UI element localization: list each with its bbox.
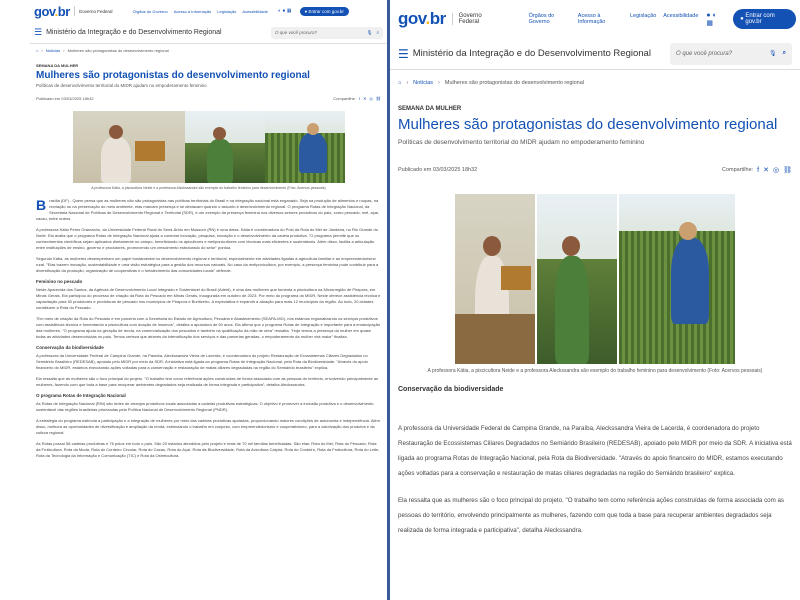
divider <box>452 13 453 25</box>
site-header <box>390 38 800 70</box>
paragraph: As Rotas de Integração Nacional (RIN) são redes de arranjos produtivos locais associadas a cadeias produtivas estratégicas. O objetivo é promover a inclusão produtiva e o desenvolvimento sustentável das regiões brasileiras priorizadas pela Política Nacional de Desenvolvimento Regional (PNDR). <box>36 401 374 412</box>
photo-neide <box>537 194 617 364</box>
article-kicker: SEMANA DA MULHER <box>36 63 79 68</box>
photo-caption: A professora Kátia, a piscicultora Neide e a professora Aleckssandra são exemplo do trabalho feminino para desenvolvimento (Foto: Acervos pessoais) <box>427 368 763 374</box>
gov-label: Governo Federal <box>78 8 113 14</box>
gov-logo[interactable]: gov.br <box>398 9 446 28</box>
gov-logo[interactable]: gov.br <box>34 3 70 19</box>
section-heading: Conservação da biodiversidade <box>398 386 504 393</box>
article-photo <box>398 194 792 364</box>
search-icon[interactable]: ⌕ <box>376 30 379 35</box>
breadcrumb-current: Mulheres são protagonistas do desenvolvimento regional <box>444 80 585 86</box>
twitter-icon[interactable]: ✕ <box>763 167 769 174</box>
menu-icon[interactable]: ☰ <box>34 27 43 37</box>
paragraph: "Em meio de criação da Rota do Pescado e em parceria com a Secretaria do Estado de Agricultura, Pecuária e Abastecimento (SEAPA-MG), nós estamos regionalizando os serviços produtivos com assistência técnica e fomentando a piscicultura com doação de insumos", detalha a apoiadora de 50 anos. Ela afirma que o programa Rotas de Integração é importante para a emancipação das mulheres. "O programa ajuda na geração de renda, na comercialização dos pescados e também na qualificação da mão de obra" ressalta. "Hoje temos a presença da mulher em quase todas as atividades desenvolvidas no país. Temos certeza que através da intensificação dos serviços e das parcerias geradas, o empoderamento da mulher virá maior" finaliza. <box>36 316 381 339</box>
article-title: Mulheres são protagonistas do desenvolvimento regional <box>36 70 310 81</box>
left-pane <box>30 0 387 600</box>
photo-caption: A professora Kátia, a piscicultora Neide e a professora Aleckssandra são exemplo do trabalho feminino para desenvolvimento (Foto: Acervos pessoais) <box>91 186 326 190</box>
site-header <box>30 22 387 44</box>
top-links <box>133 9 268 14</box>
paragraph: Neide Aparecida dos Santos, da Agência de Desenvolvimento Local Integrado e Sustentável do Brasil (Adeld), é uma das mulheres que fomenta a piscicultura na Microrregião de Pirapora, em Minas Gerais. Ela participou do processo de criação da Rota do Pescado em Minas Gerais, inaugurada em outubro de 2023. Por meio do programa do MIDR, Neide oferece assistência técnica e capacitação para 50 produtores e produtoras de pescado nos municípios de Pirapora e Buritizeiro. A expectativa é expandir a atuação para mais 12 municípios da região. Ao todo, 20 cidades constituem a Rota do Pescado. <box>36 287 381 310</box>
published-date: Publicado em 03/03/2025 18h32 <box>36 96 94 101</box>
article-body <box>36 198 381 459</box>
link-acesso[interactable]: Acesso à Informação <box>173 8 212 14</box>
contrast-icon[interactable]: ◐ ● ▦ <box>277 8 292 14</box>
ministry-name: Ministério da Integração e do Desenvolvimento Regional <box>46 29 222 36</box>
published-date: Publicado em 03/03/2025 18h32 <box>398 167 478 173</box>
breadcrumb-noticias[interactable]: Notícias <box>413 80 434 86</box>
paragraph: A estratégia do programa estimula a participação e a integração de mulheres por meio das cadeias produtivas apoiadas, proporcionando maiores condições de autonomia e independência. Além disso, melhora as oportunidades de diversificação e ampliação da renda, estimulando o trabalho em conjunto, com empreendedorismo e cooperativismo, para a valorização dos produtos e da cultura regional. <box>36 418 380 435</box>
login-button[interactable]: ● Entrar com gov.br <box>733 9 796 29</box>
contrast-icon[interactable]: ● ◐ ▦ <box>706 11 717 27</box>
link-acesso[interactable]: Acesso à Informação <box>577 13 606 25</box>
link-orgaos[interactable]: Órgãos do Governo <box>132 8 168 14</box>
home-icon[interactable]: ⌂ <box>398 80 402 86</box>
home-icon[interactable]: ⌂ <box>36 48 39 53</box>
link-orgaos[interactable]: Órgãos do Governo <box>528 13 555 25</box>
mic-icon[interactable]: 🎙 <box>769 51 777 57</box>
paragraph: Ela ressalta que as mulheres são o foco principal do projeto. "O trabalho tem como referência ações construídas de forma associada com as pessoas do território, envolvendo principalmente as mulheres, fazendo com que toda a base para recuperar ambientes degradados seja realizada de forma integrada e participativa", detalha Aleckssandra. <box>398 497 785 534</box>
breadcrumb-noticias[interactable]: Notícias <box>45 48 61 53</box>
user-icon: ● <box>740 16 746 22</box>
article-photo <box>36 111 381 183</box>
gov-label: Governo Federal <box>458 13 482 25</box>
mic-icon[interactable]: 🎙 <box>366 29 373 35</box>
article-meta <box>398 166 792 174</box>
paragraph: As Rotas possui 58 cadeias produtivas e 76 polos em todo o país. São 20 estados atendidos pelo projeto e mais de 70 mil famílias beneficiadas. São elas: Rota do Mel, Rota do Pescado, Rota da Fruticultura, Rota da Moda, Rota do Cordeiro Circular, Rota do Cacau, Rota do Açaí, Rota da Biodiversidade, Rota da Avicultura Caipira, Rota do Cordeiro, Rota da Fruticultura, Rota do Leite, Rota da Tecnologia da Informação e Comunicação (TIC) e Rota da Ostreicultura. <box>36 441 380 458</box>
whatsapp-icon[interactable]: ◎ <box>773 167 780 174</box>
paragraph: Brasília (DF) - Quem pensa que as mulheres não são protagonistas nas políticas territoriais do Brasil e na integração nacional está enganado. Seja na produção de alimentos e roupas, na recriação ou na preservação do meio ambiente, elas marcam presença e se destacam quando o assunto é desenvolvimento regional. O programa Rotas de Integração Nacional, da Secretaria Nacional de Políticas de Desenvolvimento Regional e Territorial (SDR), é um exemplo da presença feminina nos diversos setores produtivos do país, como pescado, mel, açaí, cacau, entre outros. <box>36 197 380 221</box>
photo-katia <box>455 194 535 364</box>
link-legislacao[interactable]: Legislação <box>629 13 657 19</box>
search-input[interactable]: O que você procura? 🎙 ⌕ <box>271 27 383 39</box>
article-subtitle: Políticas de desenvolvimento territorial do MIDR ajudam no empoderamento feminino <box>36 83 207 88</box>
login-button[interactable]: ● Entrar com gov.br <box>300 7 349 16</box>
gov-top-bar <box>30 0 387 22</box>
section-heading: O programa Rotas de Integração Nacional <box>36 393 126 398</box>
share-bar: Compartilhe: f ✕ ◎ ⛓ <box>721 166 792 174</box>
twitter-icon[interactable]: ✕ <box>363 96 367 101</box>
article <box>390 96 800 556</box>
article-body <box>398 421 792 538</box>
breadcrumb: ⌂ › Notícias › Mulheres são protagonistas do desenvolvimento regional <box>398 80 585 86</box>
link-icon[interactable]: ⛓ <box>783 167 792 174</box>
link-icon[interactable]: ⛓ <box>375 96 381 101</box>
section-heading: Conservação da biodiversidade <box>36 345 104 350</box>
menu-icon[interactable]: ☰ <box>398 46 409 61</box>
photo-aleckssandra <box>265 111 345 183</box>
article <box>30 57 387 468</box>
article-kicker: SEMANA DA MULHER <box>398 106 462 112</box>
paragraph: A professora Kátia Peres Gramacho, da Universidade Federal Rural do Semi-Árido em Mossoró (RN) é uma delas. Kátia é coordenadora do Polo da Rota do Mel de Jandaíra, no Rio Grande do Norte. Ela avalia que o programa Rotas de Integração Nacional ajuda a conectar inovação, pesquisa, inovação e o desenvolvimento da cadeia produtiva. "O programa permite que os conhecimentos científicos sejam aplicados diretamente no campo, beneficiando os apicultores e meliponicultores com técnicas mais eficientes e sustentáveis. Além disso, facilita a articulação entre instituições de ensino, governo e produtores, promovendo um crescimento estruturado do setor" pontua. <box>36 227 378 250</box>
whatsapp-icon[interactable]: ◎ <box>369 96 373 101</box>
breadcrumb: ⌂ › Notícias › Mulheres são protagonistas do desenvolvimento regional <box>36 48 169 53</box>
right-pane <box>390 0 800 600</box>
search-icon[interactable]: ⌕ <box>782 50 786 56</box>
photo-aleckssandra <box>619 194 735 364</box>
facebook-icon[interactable]: f <box>358 96 361 101</box>
link-acessibilidade[interactable]: Acessibilidade <box>242 8 268 14</box>
gov-top-bar <box>390 0 800 38</box>
article-meta <box>36 96 381 101</box>
link-acessibilidade[interactable]: Acessibilidade <box>663 13 699 19</box>
paragraph: Ela ressalta que as mulheres são o foco principal do projeto. "O trabalho tem como referência ações construídas de forma associada com as pessoas do território, envolvendo principalmente as mulheres, fazendo com que toda a base para recuperar ambientes degradados seja realizada de forma integrada e participativa", detalha Aleckssandra. <box>36 376 379 387</box>
section-heading: Feminino no pescado <box>36 279 83 284</box>
user-icon: ● <box>304 8 309 14</box>
breadcrumb-current: Mulheres são protagonistas do desenvolvimento regional <box>67 48 169 53</box>
paragraph: A professora da Universidade Federal de Campina Grande, na Paraíba, Aleckssandra Vieira de Lacerda, é coordenadora do projeto Restauração de Ecossistemas Ciliares Degradados no Semiárido Brasileiro (REDESAB), apoiado pelo MIDR por meio da SDR. A iniciativa está ligada ao programa Rotas de Integração Nacional, pela Rota da Biodiversidade. "Através do apoio financeiro do MIDR, estamos executando ações voltadas para a conservação e restauração de matas ciliares degradadas na região do Semiárido brasileiro" explica. <box>36 353 368 370</box>
divider <box>74 6 75 16</box>
top-links <box>529 13 699 25</box>
ministry-name: Ministério da Integração e do Desenvolvimento Regional <box>412 48 651 59</box>
search-input[interactable]: O que você procura? 🎙 ⌕ <box>670 43 792 65</box>
article-subtitle: Políticas de desenvolvimento territorial do MIDR ajudam no empoderamento feminino <box>398 139 645 146</box>
photo-neide <box>185 111 265 183</box>
share-bar: Compartilhe: f ✕ ◎ ⛓ <box>333 96 381 101</box>
facebook-icon[interactable]: f <box>757 166 760 174</box>
photo-katia <box>73 111 185 183</box>
paragraph: Segundo Kátia, as mulheres desempenham um papel fundamental no desenvolvimento regional e territorial, especialmente em atividades ligadas à agricultura familiar e ao empreendedorismo rural. "Elas trazem inovação, sustentabilidade e uma visão estratégica para a gestão dos recursos naturais. No caso da meliponicultura, por exemplo, a presença feminina pode contribuir para a diversificação da produção, organização de cooperativas e o fortalecimento das comunidades locais" defende. <box>36 256 379 273</box>
article-title: Mulheres são protagonistas do desenvolvimento regional <box>398 116 778 133</box>
paragraph: A professora da Universidade Federal de Campina Grande, na Paraíba, Aleckssandra Vieira de Lacerda, é coordenadora do projeto Restauração de Ecossistemas Ciliares Degradados no Semiárido Brasileiro (REDESAB), apoiado pelo MIDR por meio da SDR. A iniciativa está ligada ao programa Rotas de Integração Nacional, pela Rota da Biodiversidade. "Através do apoio financeiro do MIDR, estamos executando ações voltadas para a conservação e restauração de matas ciliares degradadas na região do Semiárido brasileiro" explica. <box>398 425 792 477</box>
link-legislacao[interactable]: Legislação <box>217 8 237 14</box>
